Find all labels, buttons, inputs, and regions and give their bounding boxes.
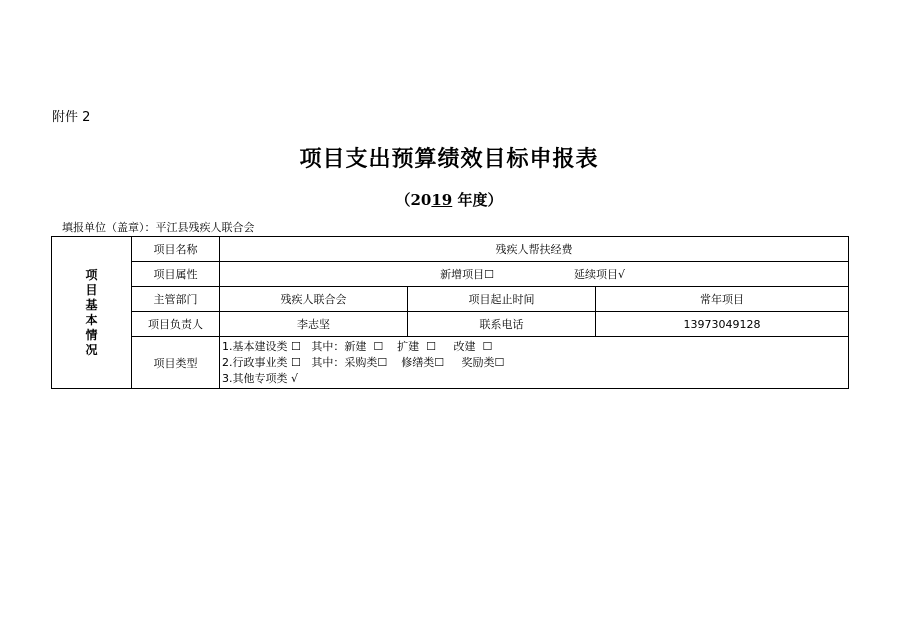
phone-value[interactable]: 13973049128: [596, 312, 849, 337]
period-label: 项目起止时间: [408, 287, 596, 312]
form-title: 项目支出预算绩效目标申报表: [299, 146, 599, 172]
type-line-other[interactable]: 3.其他专项类 √: [222, 371, 299, 385]
year-number: 19: [431, 191, 453, 209]
type-line-infrastructure[interactable]: 1.基本建设类 ☐ 其中：新建 ☐ 扩建 ☐ 改建 ☐: [222, 339, 493, 353]
owner-label: 项目负责人: [132, 312, 220, 337]
reporting-unit: 填报单位（盖章）：平江县残疾人联合会: [62, 221, 255, 234]
basic-info-table: [51, 236, 849, 389]
year-prefix: （20: [395, 191, 432, 209]
year-label: [0, 189, 898, 210]
project-type-label: 项目类型: [132, 337, 220, 389]
year-suffix: 年度）: [452, 191, 503, 209]
type-line-administrative[interactable]: 2.行政事业类 ☐ 其中：采购类☐ 修缮类☐ 奖励类☐: [222, 355, 505, 369]
section-label: 项目基本情况: [85, 267, 98, 357]
phone-label: 联系电话: [408, 312, 596, 337]
attachment-label: 附件 2: [52, 110, 91, 125]
department-label: 主管部门: [132, 287, 220, 312]
project-type-options[interactable]: [220, 337, 849, 389]
project-name-label: 项目名称: [132, 237, 220, 262]
section-label-cell: [52, 237, 132, 389]
project-attribute-label: 项目属性: [132, 262, 220, 287]
attribute-new-option[interactable]: 新增项目☐: [440, 268, 495, 281]
owner-value[interactable]: 李志坚: [220, 312, 408, 337]
project-name-value[interactable]: 残疾人帮扶经费: [220, 237, 849, 262]
department-value[interactable]: 残疾人联合会: [220, 287, 408, 312]
project-attribute-value[interactable]: [220, 262, 849, 287]
period-value[interactable]: 常年项目: [596, 287, 849, 312]
attribute-continued-option[interactable]: 延续项目√: [574, 268, 626, 281]
